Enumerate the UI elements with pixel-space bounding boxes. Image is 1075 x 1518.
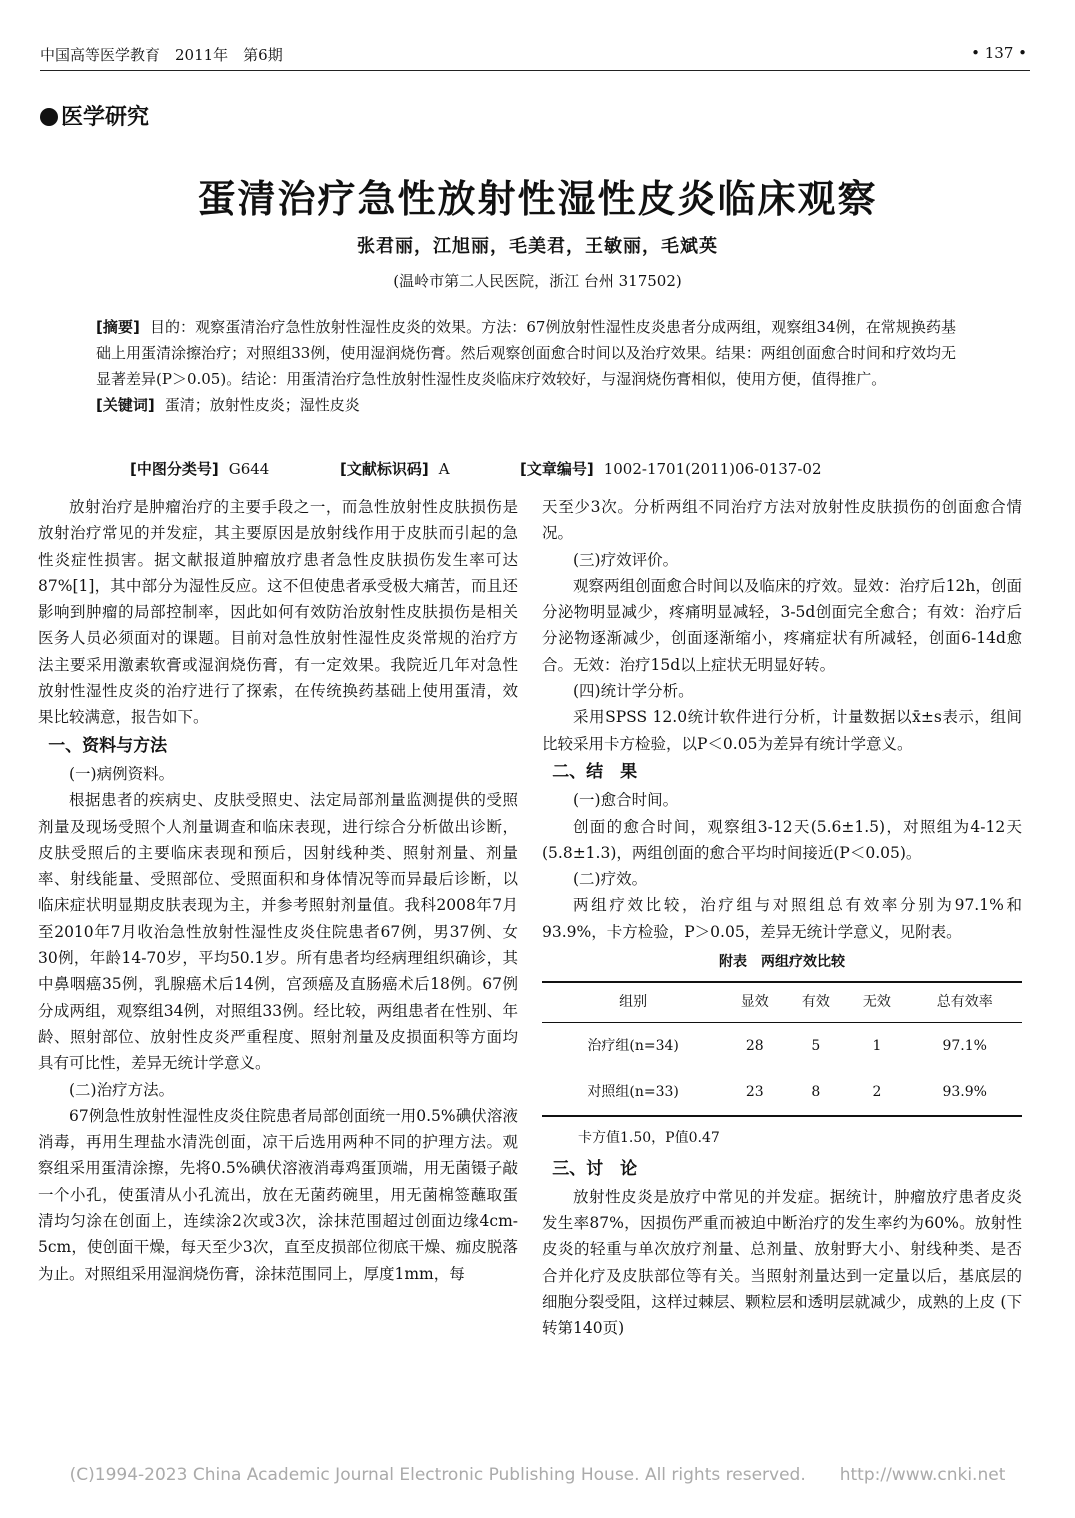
subheading-statistics: (四)统计学分析。 <box>573 682 694 701</box>
intro-paragraph: 放射治疗是肿瘤治疗的主要手段之一，而急性放射性皮肤损伤是放射治疗常见的并发症，其主要原因是放射线作用于皮肤而引起的急性炎症性损害。据文献报道肿瘤放疗患者急性皮肤损伤发生率可达87%[1]，其中部分为湿性反应。这不但使患者承受极大痛苦，而且还影响到肿瘤的局部控制率，因此如何有效防治放射性皮肤损伤是相关医务人员必须面对的课题。目前对急性放射性湿性皮炎常规的治疗方法主要采用激素软膏或湿润烧伤膏，有一定效果。我院近几年对急性放射性湿性皮炎的治疗进行了探索，在传统换药基础上使用蛋清，效果比较满意，报告如下。 <box>38 498 518 727</box>
keywords-text: 蛋清；放射性皮炎；湿性皮炎 <box>164 396 360 414</box>
article-number <box>520 458 822 479</box>
col-header: 显效 <box>724 982 785 1022</box>
heading-materials-methods: 一、资料与方法 <box>48 735 168 756</box>
table-cell: 治疗组(n=34) <box>587 1037 679 1054</box>
col-header: 组别 <box>542 982 724 1022</box>
table-row <box>542 1069 1022 1116</box>
subheading-cases: (一)病例资料。 <box>69 764 175 783</box>
evaluation-paragraph: 观察两组创面愈合时间以及临床的疗效。显效：治疗后12h，创面分泌物明显减少，疼痛明显减轻，3-5d创面完全愈合；有效：治疗后分泌物逐渐减少，创面逐渐缩小，疼痛症状有所减轻，创面6-14d愈合。无效：治疗15d以上症状无明显好转。 <box>542 576 1022 674</box>
doc-code <box>340 458 450 479</box>
table-caption: 附表 两组疗效比较 <box>719 954 845 971</box>
abstract-label: [摘要] <box>96 318 140 336</box>
table-cell: 23 <box>724 1069 785 1116</box>
journal-header: 中国高等医学教育 2011年 第6期 <box>40 46 283 64</box>
keywords <box>96 392 956 418</box>
clc-label: [中图分类号] <box>130 460 219 478</box>
left-column <box>38 494 518 1287</box>
table-cell: 93.9% <box>907 1069 1022 1116</box>
art-value: 1002-1701(2011)06-0137-02 <box>603 460 822 478</box>
section-tag <box>40 100 149 131</box>
page-number: • 137 • <box>971 44 1027 62</box>
col-header: 无效 <box>846 982 907 1022</box>
subheading-healing-time: (一)愈合时间。 <box>573 791 679 810</box>
subheading-treatment: (二)治疗方法。 <box>69 1080 175 1099</box>
heading-discussion: 三、讨 论 <box>552 1158 638 1179</box>
subheading-efficacy: (二)疗效。 <box>573 870 648 889</box>
table-cell: 8 <box>785 1069 846 1116</box>
table-cell: 97.1% <box>942 1037 987 1054</box>
art-label: [文章编号] <box>520 460 594 478</box>
col-header: 有效 <box>785 982 846 1022</box>
authors: 张君丽，江旭丽，毛美君，王敏丽，毛斌英 <box>357 236 718 257</box>
table-row <box>542 1022 1022 1069</box>
treatment-continued: 天至少3次。分析两组不同治疗方法对放射性皮肤损伤的创面愈合情况。 <box>542 498 1022 543</box>
subheading-evaluation: (三)疗效评价。 <box>573 550 679 569</box>
table-cell: 28 <box>745 1037 764 1054</box>
table-cell: 2 <box>846 1069 907 1116</box>
table-cell: 1 <box>872 1037 882 1054</box>
keywords-label: [关键词] <box>96 396 155 414</box>
heading-results: 二、结 果 <box>552 761 638 782</box>
table-cell: 对照组(n=33) <box>542 1069 724 1116</box>
efficacy-paragraph: 两组疗效比较，治疗组与对照组总有效率分别为97.1%和93.9%，卡方检验，P＞0.05，差异无统计学意义，见附表。 <box>542 896 1022 941</box>
header-rule <box>40 70 1030 71</box>
abstract <box>96 314 956 392</box>
col-header: 总有效率 <box>907 982 1022 1022</box>
table-cell: 5 <box>811 1037 821 1054</box>
table-header-row <box>542 982 1022 1022</box>
copyright-footer: (C)1994-2023 China Academic Journal Electronic Publishing House. All rights reserved. http://www.cnki.net <box>69 1465 1006 1485</box>
efficacy-table <box>542 981 1022 1117</box>
treatment-paragraph: 67例急性放射性湿性皮炎住院患者局部创面统一用0.5%碘伏溶液消毒，再用生理盐水清洗创面，凉干后选用两种不同的护理方法。观察组采用蛋清涂擦，先将0.5%碘伏溶液消毒鸡蛋顶端，用无菌镊子敲一个小孔，使蛋清从小孔流出，放在无菌药碗里，用无菌棉签蘸取蛋清均匀涂在创面上，连续涂2次或3次，涂抹范围超过创面边缘4cm-5cm，使创面干燥，每天至少3次，直至皮损部位彻底干燥、痂皮脱落为止。对照组采用湿润烧伤膏，涂抹范围同上，厚度1mm，每 <box>38 1106 518 1283</box>
affiliation: (温岭市第二人民医院，浙江 台州 317502) <box>393 272 682 290</box>
right-column <box>542 494 1022 1342</box>
clc-value: G644 <box>228 460 270 478</box>
statistics-paragraph: 采用SPSS 12.0统计软件进行分析，计量数据以x̄±s表示，组间比较采用卡方检验，以P＜0.05为差异有统计学意义。 <box>542 708 1022 753</box>
paper-title: 蛋清治疗急性放射性湿性皮炎临床观察 <box>197 177 878 221</box>
discussion-paragraph: 放射性皮炎是放疗中常见的并发症。据统计，肿瘤放疗患者皮炎发生率87%，因损伤严重而被迫中断治疗的发生率约为60%。放射性皮炎的轻重与单次放疗剂量、总剂量、放射野大小、射线种类、是否合并化疗及皮肤部位等有关。当照射剂量达到一定量以后，基底层的细胞分裂受阻，这样过棘层、颗粒层和透明层就减少，成熟的上皮 (下转第140页) <box>542 1187 1022 1338</box>
cases-paragraph: 根据患者的疾病史、皮肤受照史、法定局部剂量监测提供的受照剂量及现场受照个人剂量调查和临床表现，进行综合分析做出诊断，皮肤受照后的主要临床表现和预后，因射线种类、照射剂量、剂量率、射线能量、受照部位、受照面积和身体情况等而异最后诊断，以临床症状明显期皮肤表现为主，并参考照射剂量值。我科2008年7月至2010年7月收治急性放射性湿性皮炎住院患者67例，男37例、女30例，年龄14-70岁，平均50.1岁。所有患者均经病理组织确诊，其中鼻咽癌35例，乳腺癌术后14例，宫颈癌及直肠癌术后18例。67例分成两组，观察组34例，对照组33例。经比较，两组患者在性别、年龄、照射部位、放射性皮炎严重程度、照射剂量及皮损面积等方面均具有可比性，差异无统计学意义。 <box>38 791 518 1073</box>
doc-value: A <box>438 460 450 478</box>
doc-label: [文献标识码] <box>340 460 429 478</box>
healing-paragraph: 创面的愈合时间，观察组3-12天(5.6±1.5)，对照组为4-12天(5.8±1.3)，两组创面的愈合平均时间接近(P＜0.05)。 <box>542 817 1022 862</box>
abstract-text: 目的：观察蛋清治疗急性放射性湿性皮炎的效果。方法：67例放射性湿性皮炎患者分成两组，观察组34例，在常规换药基础上用蛋清涂擦治疗；对照组33例，使用湿润烧伤膏。然后观察创面愈合时间以及治疗效果。结果：两组创面愈合时间和疗效均无显著差异(P＞0.05)。结论：用蛋清治疗急性放射性湿性皮炎临床疗效较好，与湿润烧伤膏相似，使用方便，值得推广。 <box>96 318 956 388</box>
clc-number <box>130 458 269 479</box>
bullet-dot-icon <box>40 108 58 126</box>
section-tag-label: 医学研究 <box>61 105 150 130</box>
abstract-block <box>96 314 956 418</box>
table-note: 卡方值1.50，P值0.47 <box>578 1130 720 1147</box>
